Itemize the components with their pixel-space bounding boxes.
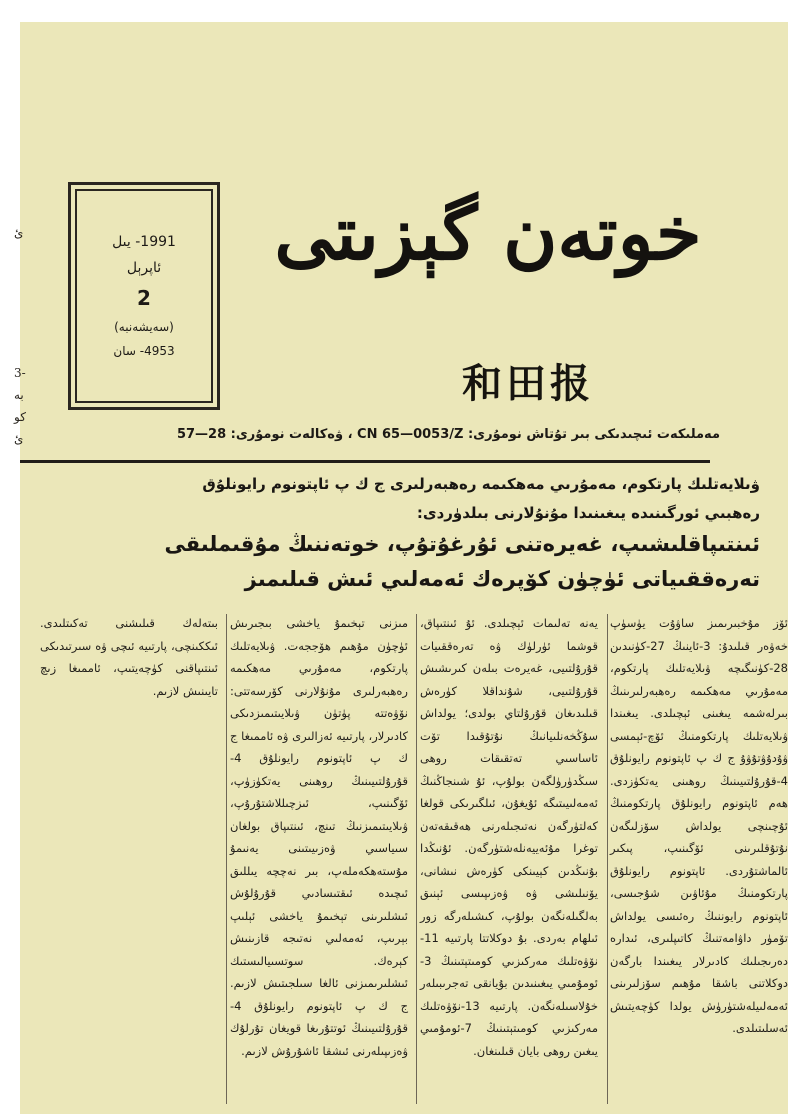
issue-number: 4953- سان [113,344,175,358]
article-column-2 [420,612,598,1112]
article-column-1 [610,612,788,1112]
article-column-3 [230,612,408,1112]
column-divider [416,614,417,1104]
masthead-title: خوتەن گېزىتى [274,191,702,277]
column-text: بىتەلەك قىلىشنى تەكىتلىدى. ئىككىنچى، پارتىيە ئىچى ۋە سىرتىدىكى ئىنتىپاقنى كۈچەيتىپ، ئاممىغا زىچ تايىنىش لازىم. [40,616,218,698]
column-text: ئۆز مۇخبىرىمىز ساۋۇت يۈسۈپ خەۋەر قىلىدۇ: 3-ئاينىڭ 27-كۈنىدىن 28-كۈنىگىچە ۋىلايەتلىك پارتكوم، مەمۇرىي مەھكىمە رەھبەرلىرىنىڭ بىرلەشمە يىغىنى ئېچىلدى. يىغىندا ۋىلايەتلىك پارتكومنىڭ ئۆچ-ئېمسى ۋۇدۇۋتۇۋۇ ج ك پ ئاپتونوم رايونلۇق 4-قۇرۇلتىيىنىڭ روھىنى يەتكۈزدى. ھەم ئاپتونوم رايونلۇق پارتكومنىڭ ئۇچىنچى يولداش سۆزلىگەن نۇتۇقلىرىنى ئۆگىنىپ، پىكىر ئالماشتۇردى. ئاپتونوم رايونلۇق پارتكومنىڭ مۇئاۋىن شۇجىسى، ئاپتونوم رايوننىڭ رەئىسى يولداش تۆمۈر داۋامەتنىڭ كاتىپلىرى، ئىدارە دەرىجىلىك كادىرلار يىغىندا بارگەن دوكلاتنى باشقا مۇھىم سۆزلىرىنى ئەمەلىيلەشتۈرۈش يولدا كۈچەيتىش ئەسلىتىلدى. [610,616,788,1035]
date-month: ئاپرېل [126,260,162,276]
column-text: يەنە تەلىمات ئېچىلدى. ئۇ ئىنتىپاق، قوشما ئۈرلۈك ۋە تەرەققىيات قۇرۇلتىيى، غەيرەت بىلەن كىرىشىش قۇرۇلتىيى، شۇنداقلا كۈرەش قىلىدىغان قۇرۇلتاي بولدى؛ يولداش سۇڭخەنلىيانىڭ نۇتۇقىدا تۆت ئاساسىي تەتقىقات روھى سىڭدۈرۈلگەن بولۇپ، ئۇ شىنجاڭنىڭ ئەمەلىيىتىگە ئۇيغۇن، ئىلگىرىكى قولغا كەلتۈرگەن نەتىجىلەرنى ھەقىقەتەن توغرا مۇئەييەنلەشتۈرگەن. ئۇنىڭدا بۇنىڭدىن كېيىنكى كۈرەش نىشانى، يۆنىلىشى ۋە ۋەزىپىسى ئېنىق بەلگىلەنگەن بولۇپ، كىشىلەرگە زور ئىلھام بەردى. بۇ دوكلاتتا پارتىيە 11-نۆۋەتلىك مەركىزىي كومىتېتىنىڭ 3-ئومۇمىي يىغىنىدىن بۇيانقى تەجرىبىلەر خۇلاسىلەنگەن. پارتىيە 13-نۆۋەتلىك مەركىزىي كومىتېتىنىڭ 7-ئومۇمىي يىغىن روھى بايان قىلىنغان. [420,616,598,1058]
main-headline-2: تەرەققىياتى ئۈچۈن كۆپرەك ئەمەلىي ئىش قىلىمىز [244,567,760,591]
side-fragment-line: بە [14,388,24,402]
date-day: 2 [137,286,151,310]
masthead-divider [20,460,710,463]
newspaper-page [14,22,788,1114]
registration-info: مەملىكەت ئىچىدىكى بىر تۇتاش نومۇرى: CN 65—0053/Z ، ۋەكالەت نومۇرى: 28—57 [176,427,720,442]
masthead-chinese-title: 和田报 [462,360,594,407]
date-year: 1991- يىل [112,234,176,250]
column-divider [607,614,608,1104]
date-box [68,182,220,410]
main-headline-1: ئىنتىپاقلىشىپ، غەيرەتنى ئۇرغۇتۇپ، خوتەننىڭ مۇقىملىقى [164,532,760,556]
side-fragment-line: كو [14,410,26,424]
column-text: مىزنى تېخىمۇ ياخشى بىجىرىش ئۈچۈن مۇھىم ھۆججەت. ۋىلايەتلىك پارتكوم، مەمۇرىي مەھكىمە رەھبەرلىرى مۇنۇلارنى كۆرسەتتى: نۆۋەتتە پۈتۈن ۋىلايىتىمىزدىكى كادىرلار، پارتىيە ئەزالىرى ۋە ئاممىغا ج ك پ ئاپتونوم رايونلۇق 4-قۇرۇلتىيىنىڭ روھىنى يەتكۈزۈپ، ئۆگىنىپ، ئىزچىللاشتۇرۇپ، ۋىلايىتىمىزنىڭ تىنچ، ئىنتىپاق بولغان سىياسىي ۋەزىيىتىنى يەنىمۇ مۇستەھكەملەپ، بىر نەچچە يىللىق ئىچىدە ئىقتىسادىي قۇرۇلۇش ئىشلىرىنى تېخىمۇ ياخشى ئېلىپ بېرىپ، ئەمەلىي نەتىجە قازىنىش كېرەك. سوتسىيالىستىك ئىشلىرىمىزنى ئالغا سىلجىتىش لازىم. ج ك پ ئاپتونوم رايونلۇق 4-قۇرۇلتىيىنىڭ ئوتتۇرىغا قويغان تۇرلۇك ۋەزىپىلەرنى ئىشقا ئاشۇرۇش لازىم. [230,616,408,1058]
date-box-inner [75,189,213,403]
side-fragment-line: 3- [14,366,26,380]
side-fragment-lower [14,362,34,450]
subheadline-2: رەھبىي ئورگىنىدە يىغىنىدا مۇنۇلارنى بىلدۈردى: [416,504,760,522]
side-fragment-line: ئ [14,432,24,446]
subheadline-1: ۋىلايەتلىك پارتكوم، مەمۇرىي مەھكىمە رەھبەرلىرى ج ك پ ئاپتونوم رايونلۇق [202,475,760,493]
column-divider [226,614,227,1104]
side-fragment-top: ئ [14,226,24,240]
date-weekday: (سەيشەنبە) [114,320,174,334]
article-column-4 [40,612,218,1112]
